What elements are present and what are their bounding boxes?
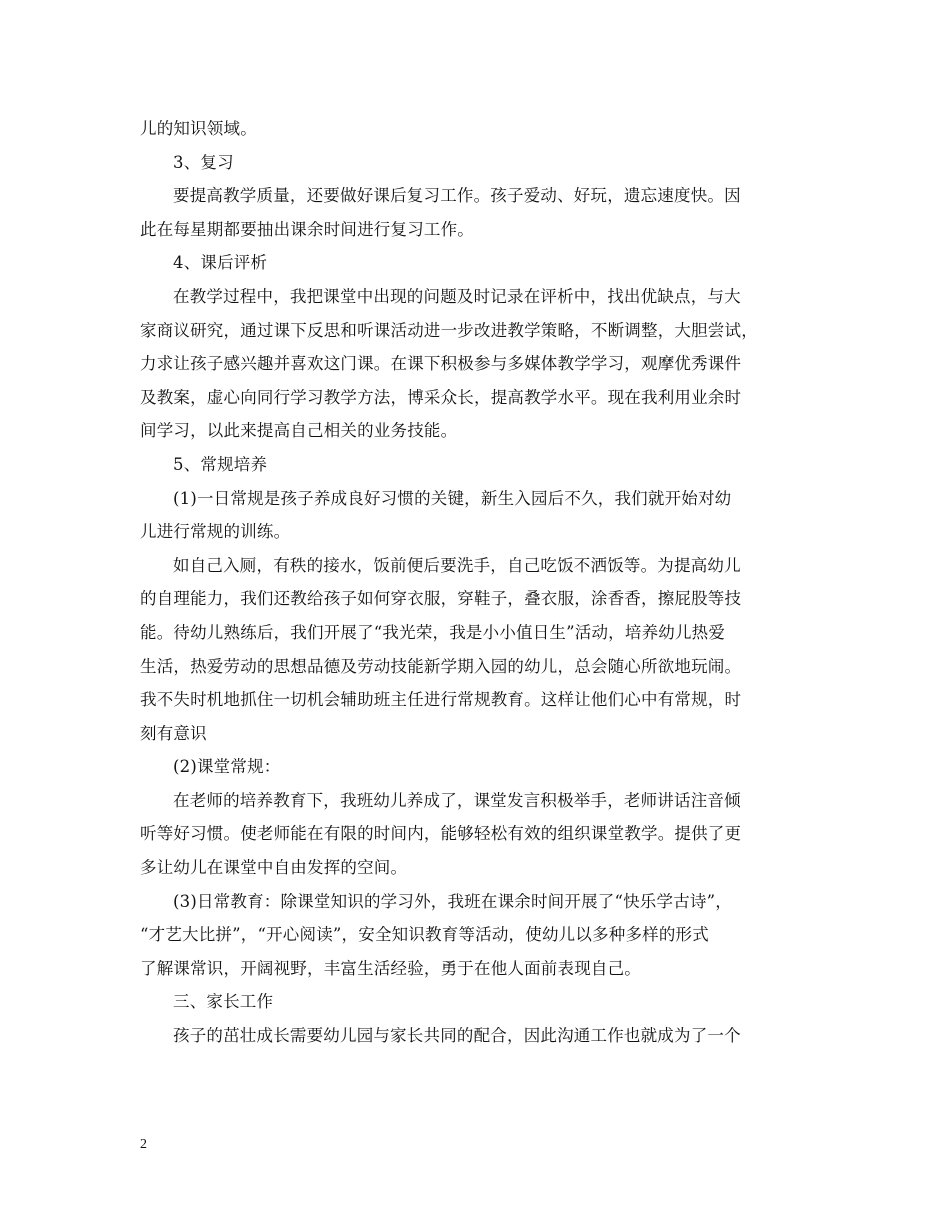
text-line: 三、家长工作 bbox=[173, 992, 274, 1012]
document-body bbox=[140, 112, 812, 1053]
text-line: 4、课后评析 bbox=[173, 253, 268, 273]
text-line: 间学习，以此来提高自己相关的业务技能。 bbox=[140, 421, 458, 441]
text-line: 儿的知识领域。 bbox=[140, 119, 257, 138]
text-line: 在老师的培养教育下，我班幼儿养成了，课堂发言积极举手，老师讲话注音倾 bbox=[173, 790, 741, 810]
text-line: (3)日常教育：除课堂知识的学习外，我班在课余时间开展了“快乐学古诗”， bbox=[173, 891, 732, 911]
text-line: 如自己入厕，有秩的接水，饭前便后要洗手，自己吃饭不洒饭等。为提高幼儿 bbox=[173, 555, 741, 575]
text-line: 刻有意识 bbox=[140, 723, 207, 743]
text-line: 孩子的茁壮成长需要幼儿园与家长共同的配合，因此沟通工作也就成为了一个 bbox=[173, 1026, 741, 1046]
text-line: (2)课堂常规： bbox=[173, 757, 281, 777]
text-line: 我不失时机地抓住一切机会辅助班主任进行常规教育。这样让他们心中有常规，时 bbox=[140, 690, 742, 710]
text-line: 力求让孩子感兴趣并喜欢这门课。在课下积极参与多媒体教学学习，观摩优秀课件 bbox=[140, 354, 742, 374]
text-line: 多让幼儿在课堂中自由发挥的空间。 bbox=[140, 858, 408, 878]
text-line: 儿进行常规的训练。 bbox=[140, 522, 291, 542]
text-line: 在教学过程中，我把课堂中出现的问题及时记录在评析中，找出优缺点，与大 bbox=[173, 286, 741, 306]
text-line: 5、常规培养 bbox=[173, 454, 268, 474]
text-line: “才艺大比拼”，“开心阅读”，安全知识教育等活动，使幼儿以多种多样的形式 bbox=[140, 925, 709, 945]
text-line: (1)一日常规是孩子养成良好习惯的关键，新生入园后不久，我们就开始对幼 bbox=[173, 488, 732, 508]
text-line: 了解课常识，开阔视野，丰富生活经验，勇于在他人面前表现自己。 bbox=[140, 958, 641, 978]
text-line: 听等好习惯。使老师能在有限的时间内，能够轻松有效的组织课堂教学。提供了更 bbox=[140, 824, 742, 844]
text-line: 能。待幼儿熟练后，我们开展了“我光荣，我是小小值日生”活动，培养幼儿热爱 bbox=[140, 622, 726, 642]
page-number: 2 bbox=[140, 1137, 147, 1152]
text-line: 此在每星期都要抽出课余时间进行复习工作。 bbox=[140, 219, 474, 239]
text-line: 及教案，虚心向同行学习教学方法，博采众长，提高教学水平。现在我利用业余时 bbox=[140, 387, 742, 407]
text-line: 要提高教学质量，还要做好课后复习工作。孩子爱动、好玩，遗忘速度快。因 bbox=[173, 186, 741, 206]
text-line: 的自理能力，我们还教给孩子如何穿衣服，穿鞋子，叠衣服，涂香香，擦屁股等技 bbox=[140, 589, 742, 609]
text-line: 家商议研究，通过课下反思和听课活动进一步改进教学策略，不断调整，大胆尝试， bbox=[140, 320, 758, 340]
text-line: 生活，热爱劳动的思想品德及劳动技能新学期入园的幼儿，总会随心所欲地玩闹。 bbox=[140, 656, 742, 676]
text-line: 3、复习 bbox=[173, 152, 234, 172]
